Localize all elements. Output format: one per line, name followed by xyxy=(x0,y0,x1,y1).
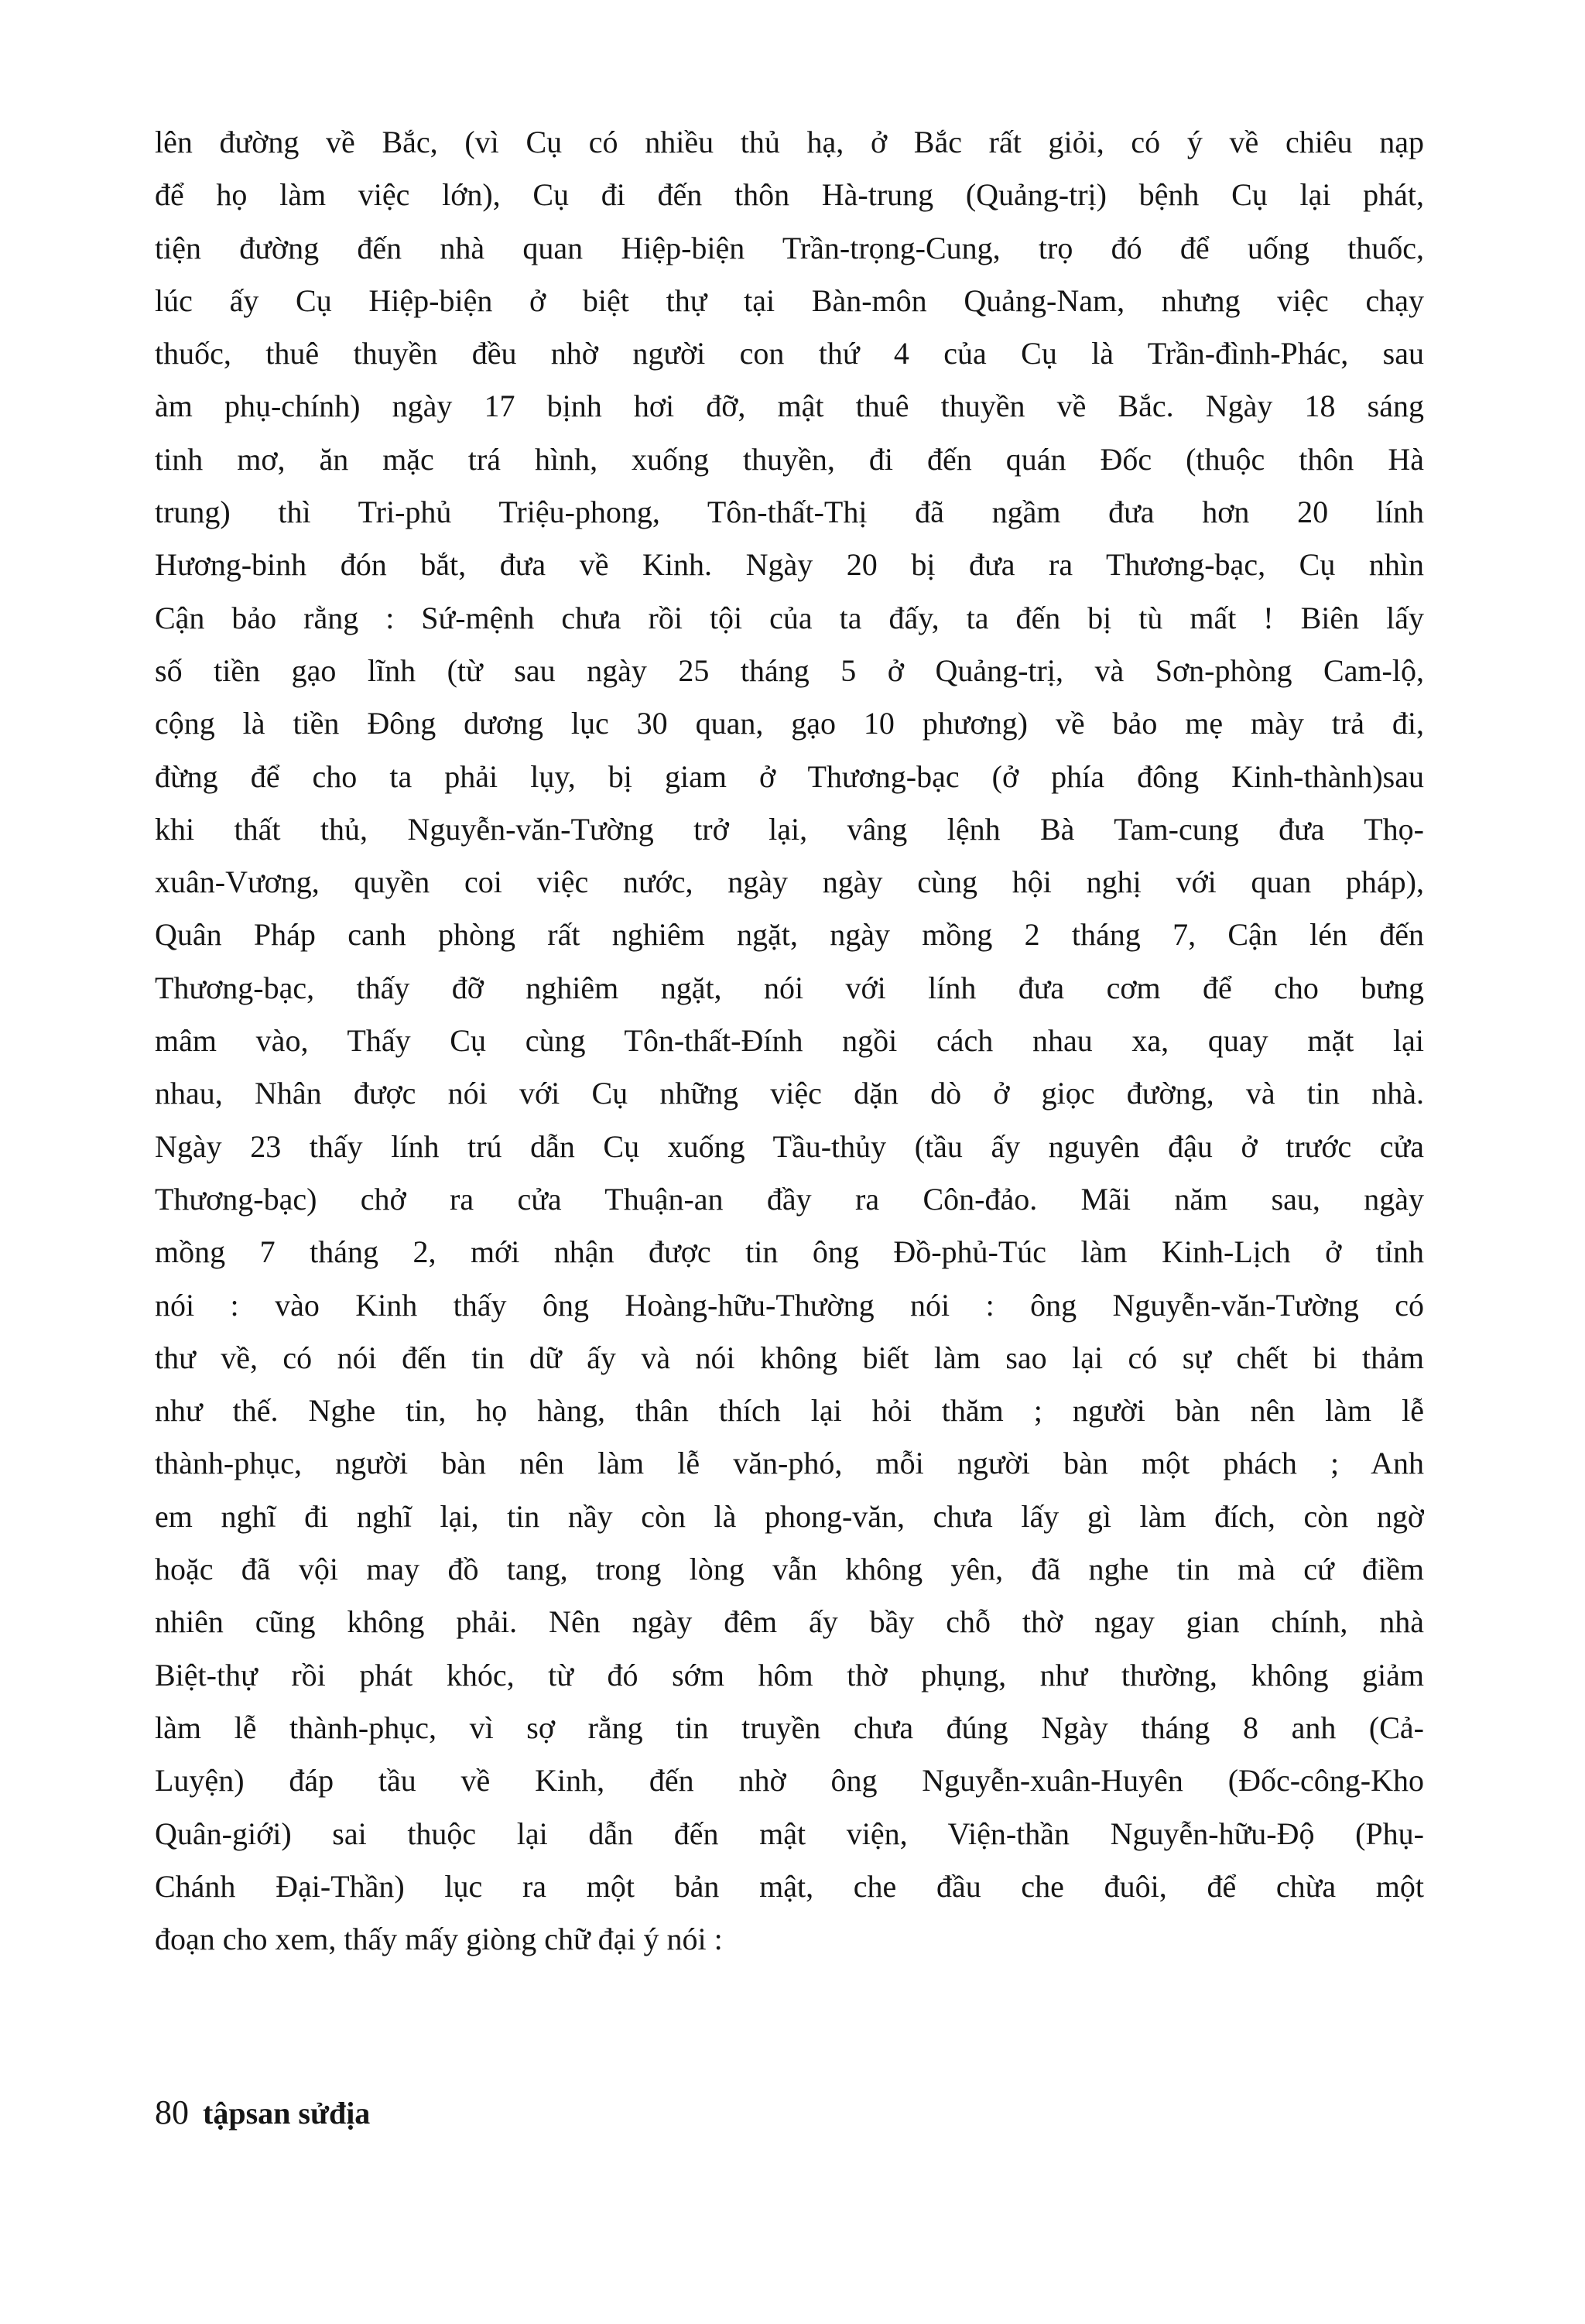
text-line: khi thất thủ, Nguyễn-văn-Tường trở lại, vâng lệnh Bà Tam-cung đưa Thọ- xyxy=(155,811,1424,847)
text-line: Thương-bạc) chở ra cửa Thuận-an đầy ra Côn-đảo. Mãi năm sau, ngày xyxy=(155,1181,1424,1217)
text-line: mồng 7 tháng 2, mới nhận được tin ông Đồ-phủ-Túc làm Kinh-Lịch ở tỉnh xyxy=(155,1234,1424,1270)
text-line: àm phụ-chính) ngày 17 bịnh hơi đỡ, mật thuê thuyền về Bắc. Ngày 18 sáng xyxy=(155,388,1424,424)
text-line: Quân-giới) sai thuộc lại dẫn đến mật viện, Viện-thần Nguyễn-hữu-Độ (Phụ- xyxy=(155,1816,1424,1851)
text-line: Luyện) đáp tầu về Kinh, đến nhờ ông Nguyễn-xuân-Huyên (Đốc-công-Kho xyxy=(155,1763,1424,1799)
body-text xyxy=(155,116,1424,1966)
text-line: mâm vào, Thấy Cụ cùng Tôn-thất-Đính ngồi cách nhau xa, quay mặt lại xyxy=(155,1023,1424,1059)
text-line: đoạn cho xem, thấy mấy giòng chữ đại ý nói : xyxy=(155,1922,723,1957)
text-line: Thương-bạc, thấy đỡ nghiêm ngặt, nói với lính đưa cơm để cho bưng xyxy=(155,970,1424,1005)
text-line: em nghĩ đi nghĩ lại, tin nầy còn là phong-văn, chưa lấy gì làm đích, còn ngờ xyxy=(155,1498,1424,1534)
text-line: Hương-binh đón bắt, đưa về Kinh. Ngày 20 bị đưa ra Thương-bạc, Cụ nhìn xyxy=(155,547,1424,583)
text-line: thành-phục, người bàn nên làm lễ văn-phó, mỗi người bàn một phách ; Anh xyxy=(155,1446,1424,1481)
text-line: Biệt-thự rồi phát khóc, từ đó sớm hôm thờ phụng, như thường, không giảm xyxy=(155,1657,1424,1693)
journal-name: tậpsan sửđịa xyxy=(203,2096,371,2131)
text-line: để họ làm việc lớn), Cụ đi đến thôn Hà-trung (Quảng-trị) bệnh Cụ lại phát, xyxy=(155,177,1424,213)
page-number: 80 xyxy=(155,2093,189,2131)
text-line: Quân Pháp canh phòng rất nghiêm ngặt, ngày mồng 2 tháng 7, Cận lén đến xyxy=(155,917,1424,953)
text-line: nhiên cũng không phải. Nên ngày đêm ấy bầy chỗ thờ ngay gian chính, nhà xyxy=(155,1604,1424,1640)
text-line: trung) thì Tri-phủ Triệu-phong, Tôn-thất-Thị đã ngầm đưa hơn 20 lính xyxy=(155,495,1424,530)
text-line: nói : vào Kinh thấy ông Hoàng-hữu-Thường nói : ông Nguyễn-văn-Tường có xyxy=(155,1287,1424,1323)
text-line: thư về, có nói đến tin dữ ấy và nói không biết làm sao lại có sự chết bi thảm xyxy=(155,1340,1424,1375)
text-line: lúc ấy Cụ Hiệp-biện ở biệt thự tại Bàn-môn Quảng-Nam, nhưng việc chạy xyxy=(155,282,1424,318)
text-line: tinh mơ, ăn mặc trá hình, xuống thuyền, đi đến quán Đốc (thuộc thôn Hà xyxy=(155,441,1424,477)
text-line: hoặc đã vội may đồ tang, trong lòng vẫn không yên, đã nghe tin mà cứ điềm xyxy=(155,1552,1424,1587)
text-line: lên đường về Bắc, (vì Cụ có nhiều thủ hạ, ở Bắc rất giỏi, có ý về chiêu nạp xyxy=(155,125,1424,159)
text-line: xuân-Vương, quyền coi việc nước, ngày ngày cùng hội nghị với quan pháp), xyxy=(155,864,1424,900)
text-line: nhau, Nhân được nói với Cụ những việc dặn dò ở giọc đường, và tin nhà. xyxy=(155,1076,1424,1111)
text-line: Chánh Đại-Thần) lục ra một bản mật, che đầu che đuôi, để chừa một xyxy=(155,1868,1424,1904)
text-line: Ngày 23 thấy lính trú dẫn Cụ xuống Tầu-thủy (tầu ấy nguyên đậu ở trước cửa xyxy=(155,1128,1424,1164)
text-line: tiện đường đến nhà quan Hiệp-biện Trần-trọng-Cung, trọ đó để uống thuốc, xyxy=(155,230,1424,265)
text-line: làm lễ thành-phục, vì sợ rằng tin truyền chưa đúng Ngày tháng 8 anh (Cả- xyxy=(155,1710,1424,1745)
text-line: số tiền gạo lĩnh (từ sau ngày 25 tháng 5 ở Quảng-trị, và Sơn-phòng Cam-lộ, xyxy=(155,652,1424,688)
text-line: đừng để cho ta phải lụy, bị giam ở Thương-bạc (ở phía đông Kinh-thành)sau xyxy=(155,758,1424,794)
text-line: Cận bảo rằng : Sứ-mệnh chưa rồi tội của ta đấy, ta đến bị tù mất ! Biên lấy xyxy=(155,600,1424,635)
page-footer xyxy=(155,2082,370,2144)
text-line: cộng là tiền Đông dương lục 30 quan, gạo 10 phương) về bảo mẹ mày trả đi, xyxy=(155,706,1424,741)
text-line: như thế. Nghe tin, họ hàng, thân thích lại hỏi thăm ; người bàn nên làm lễ xyxy=(155,1393,1424,1429)
text-line: thuốc, thuê thuyền đều nhờ người con thứ 4 của Cụ là Trần-đình-Phác, sau xyxy=(155,336,1424,371)
